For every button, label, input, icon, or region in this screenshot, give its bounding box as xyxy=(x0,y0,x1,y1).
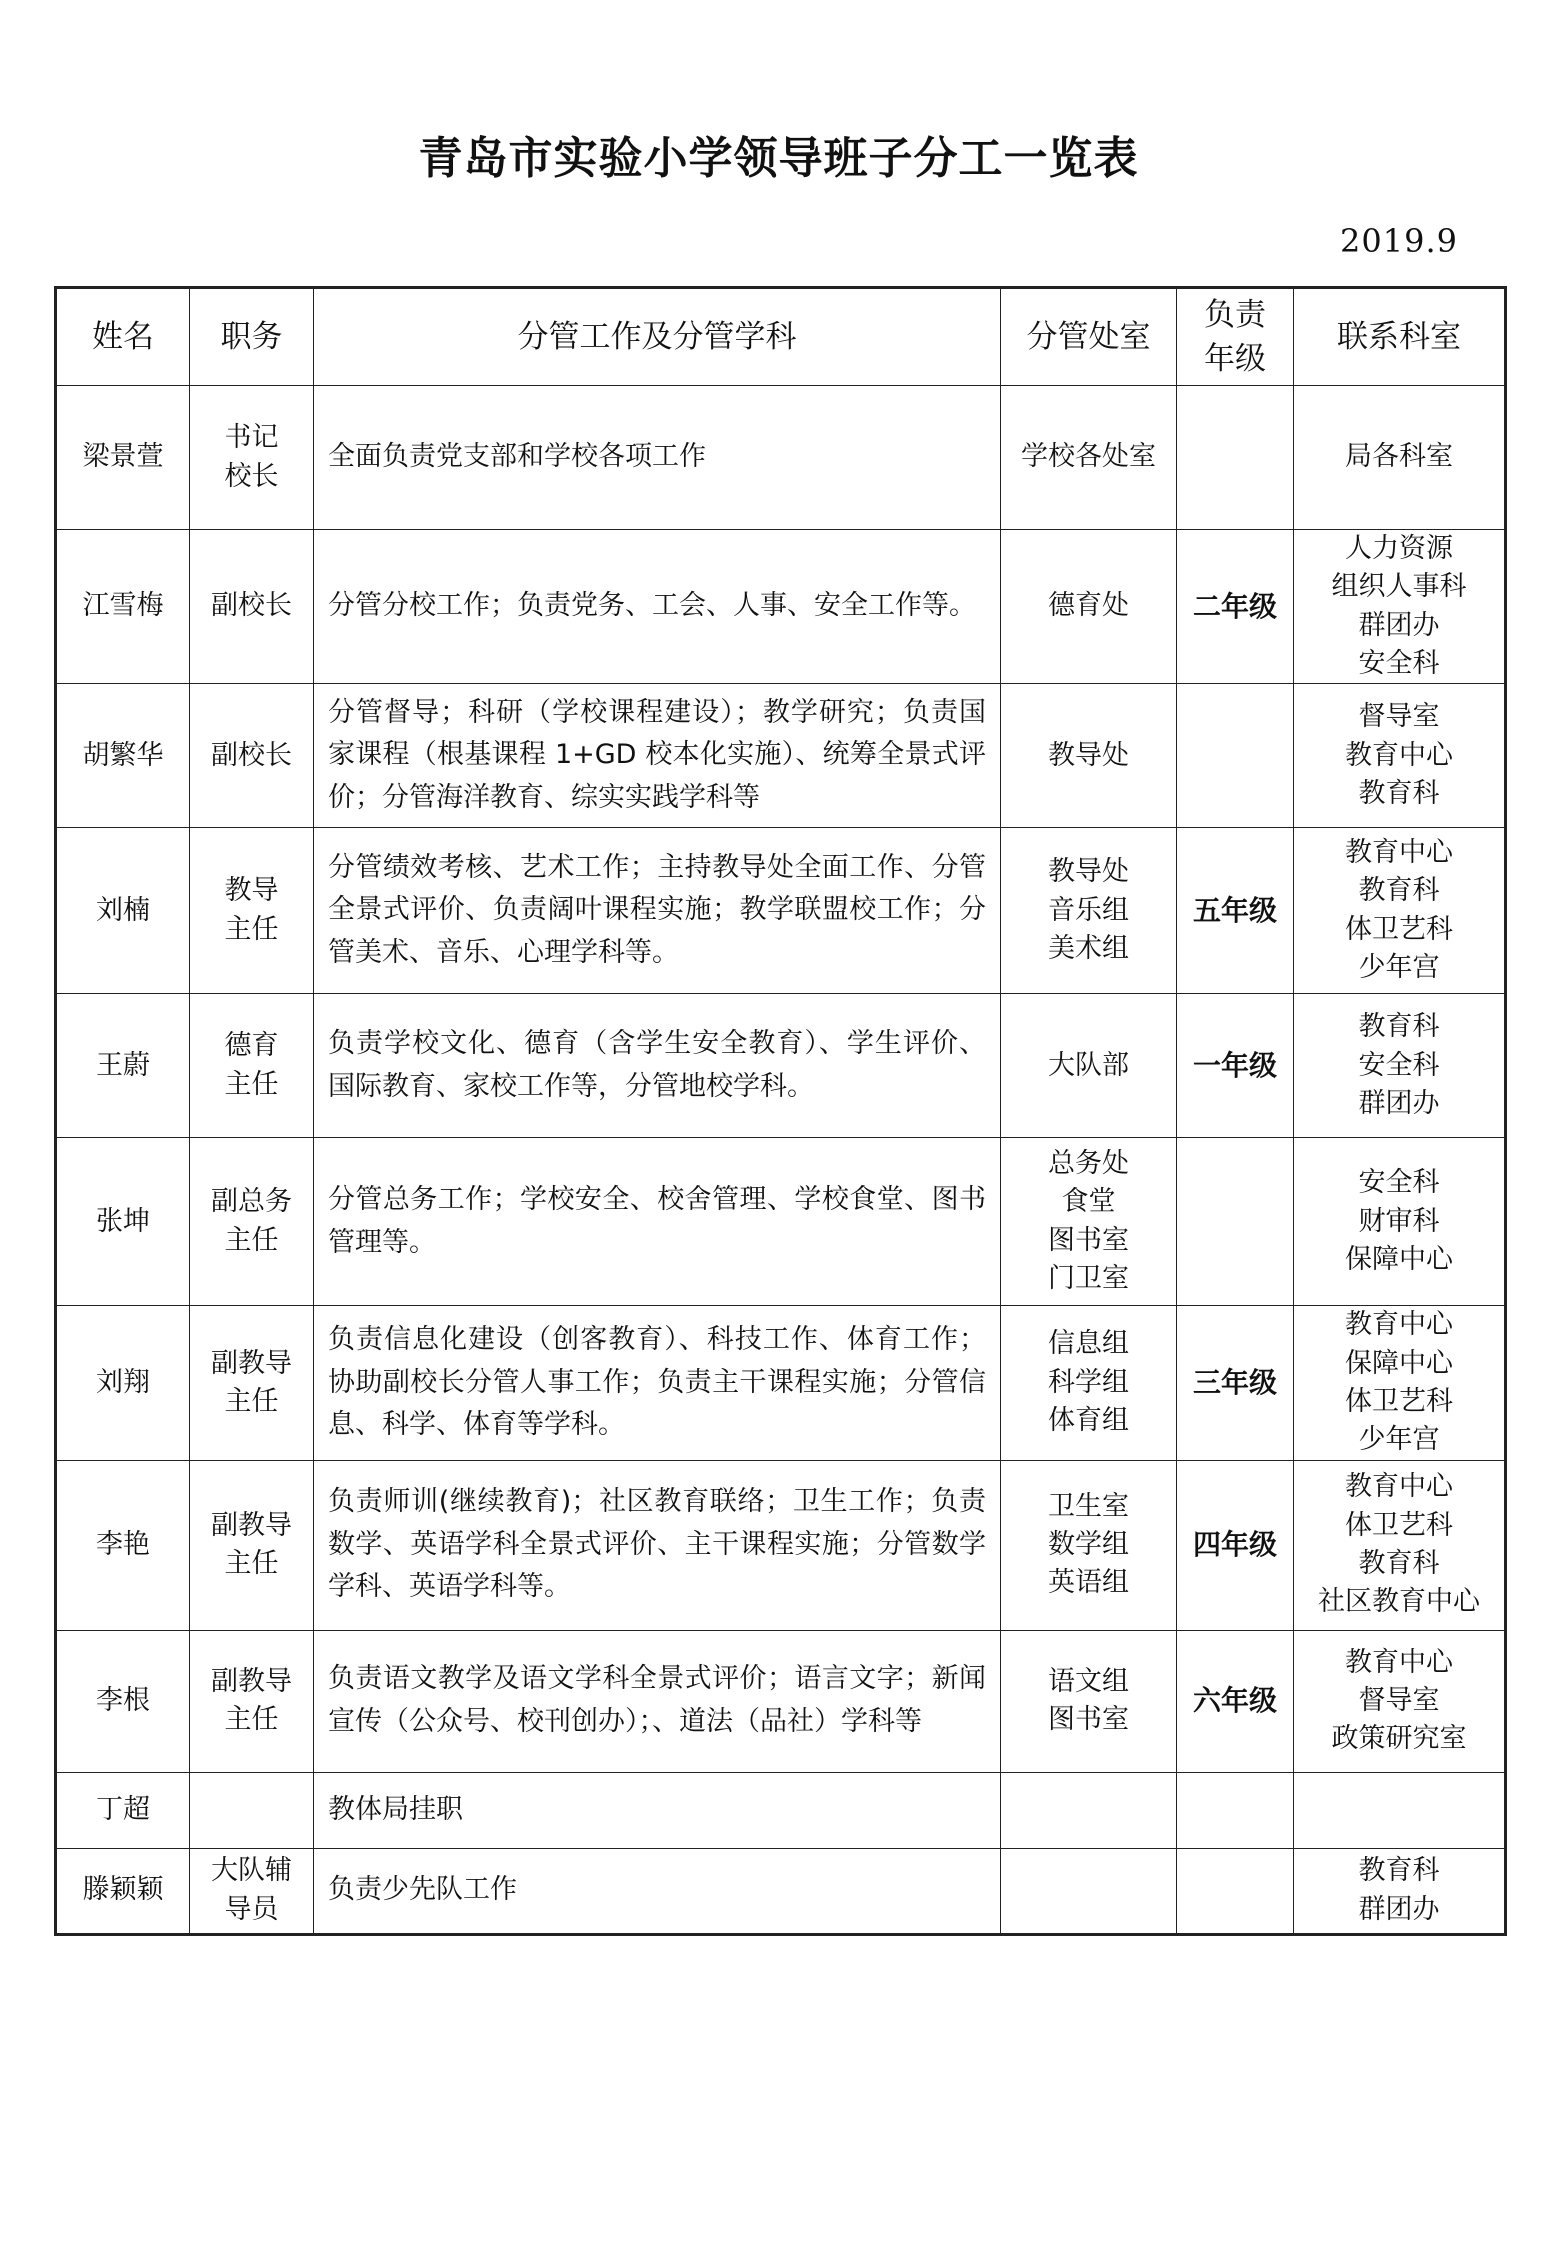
table-row xyxy=(56,530,1506,684)
position-line: 德育 xyxy=(224,1030,279,1062)
office-cell xyxy=(1001,386,1177,530)
position-line: 副校长 xyxy=(211,739,292,771)
office-line: 门卫室 xyxy=(1048,1263,1129,1295)
work-cell: 分管总务工作；学校安全、校舍管理、学校食堂、图书管理等。 xyxy=(314,1138,1001,1306)
table-row xyxy=(56,1138,1506,1306)
contact-line: 督导室 xyxy=(1358,1684,1440,1716)
work-cell: 教体局挂职 xyxy=(314,1772,1001,1848)
office-cell xyxy=(1001,1772,1177,1848)
table-row xyxy=(56,1772,1506,1848)
contact-line: 教育科 xyxy=(1358,875,1440,907)
position-line: 主任 xyxy=(224,913,279,945)
position-cell xyxy=(190,684,314,828)
position-cell xyxy=(190,1460,314,1630)
header-position: 职务 xyxy=(190,288,314,386)
position-line: 副总务 xyxy=(211,1186,292,1218)
header-work: 分管工作及分管学科 xyxy=(314,288,1001,386)
leadership-table xyxy=(54,286,1507,1936)
contact-line: 教育中心 xyxy=(1345,739,1453,771)
contact-line: 群团办 xyxy=(1358,1893,1440,1925)
office-line: 总务处 xyxy=(1048,1148,1129,1180)
office-line: 数学组 xyxy=(1048,1528,1129,1560)
office-line: 学校各处室 xyxy=(1021,441,1156,473)
header-grade-line: 年级 xyxy=(1204,341,1266,377)
header-name: 姓名 xyxy=(56,288,190,386)
contact-cell xyxy=(1294,1772,1506,1848)
work-cell: 负责学校文化、德育（含学生安全教育）、学生评价、国际教育、家校工作等，分管地校学科。 xyxy=(314,994,1001,1138)
position-cell xyxy=(190,828,314,994)
contact-line: 群团办 xyxy=(1358,1087,1440,1119)
grade-cell: 六年级 xyxy=(1177,1630,1294,1772)
contact-line: 教育中心 xyxy=(1345,1471,1453,1503)
position-line: 副教导 xyxy=(211,1509,292,1541)
name-cell: 胡繁华 xyxy=(56,684,190,828)
table-row xyxy=(56,684,1506,828)
position-line: 副教导 xyxy=(211,1347,292,1379)
office-line: 大队部 xyxy=(1048,1049,1129,1081)
contact-cell xyxy=(1294,1630,1506,1772)
contact-line: 教育科 xyxy=(1358,1855,1440,1887)
name-cell: 丁超 xyxy=(56,1772,190,1848)
header-contact: 联系科室 xyxy=(1294,288,1506,386)
grade-cell: 三年级 xyxy=(1177,1306,1294,1460)
contact-line: 财审科 xyxy=(1358,1205,1440,1237)
table-row xyxy=(56,1460,1506,1630)
office-cell xyxy=(1001,828,1177,994)
name-cell: 刘翔 xyxy=(56,1306,190,1460)
office-line: 科学组 xyxy=(1048,1366,1129,1398)
contact-line: 教育中心 xyxy=(1345,1309,1453,1341)
contact-line: 社区教育中心 xyxy=(1318,1586,1480,1618)
name-cell: 张坤 xyxy=(56,1138,190,1306)
office-line: 教导处 xyxy=(1048,856,1129,888)
contact-line: 体卫艺科 xyxy=(1345,1509,1453,1541)
table-header-row xyxy=(56,288,1506,386)
name-cell: 李根 xyxy=(56,1630,190,1772)
grade-cell xyxy=(1177,386,1294,530)
position-line: 主任 xyxy=(224,1068,279,1100)
position-line: 副校长 xyxy=(211,590,292,622)
grade-cell xyxy=(1177,1772,1294,1848)
name-cell: 王蔚 xyxy=(56,994,190,1138)
contact-line: 少年宫 xyxy=(1358,952,1440,984)
work-cell: 分管绩效考核、艺术工作；主持教导处全面工作、分管全景式评价、负责阔叶课程实施；教学联盟校工作；分管美术、音乐、心理学科等。 xyxy=(314,828,1001,994)
contact-cell xyxy=(1294,1138,1506,1306)
office-cell xyxy=(1001,684,1177,828)
office-line: 图书室 xyxy=(1048,1704,1129,1736)
office-cell xyxy=(1001,530,1177,684)
position-cell xyxy=(190,386,314,530)
office-cell xyxy=(1001,1460,1177,1630)
contact-line: 组织人事科 xyxy=(1331,571,1467,603)
contact-line: 体卫艺科 xyxy=(1345,1385,1453,1417)
contact-line: 群团办 xyxy=(1358,609,1440,641)
header-grade xyxy=(1177,288,1294,386)
office-cell xyxy=(1001,1138,1177,1306)
position-cell xyxy=(190,1630,314,1772)
office-line: 音乐组 xyxy=(1048,894,1129,926)
work-cell: 分管督导；科研（学校课程建设）；教学研究；负责国家课程（根基课程 1+GD 校本化实施）、统筹全景式评价；分管海洋教育、综实实践学科等 xyxy=(314,684,1001,828)
contact-cell xyxy=(1294,684,1506,828)
work-cell: 负责少先队工作 xyxy=(314,1848,1001,1934)
position-line: 导员 xyxy=(224,1893,279,1925)
position-cell xyxy=(190,994,314,1138)
office-cell xyxy=(1001,1630,1177,1772)
document-date: 2019.9 xyxy=(1340,222,1458,260)
contact-cell xyxy=(1294,530,1506,684)
contact-line: 保障中心 xyxy=(1345,1347,1453,1379)
position-cell xyxy=(190,1138,314,1306)
grade-cell: 二年级 xyxy=(1177,530,1294,684)
contact-line: 保障中心 xyxy=(1345,1243,1453,1275)
grade-cell: 五年级 xyxy=(1177,828,1294,994)
position-line: 主任 xyxy=(224,1224,279,1256)
work-cell: 分管分校工作；负责党务、工会、人事、安全工作等。 xyxy=(314,530,1001,684)
position-cell xyxy=(190,1306,314,1460)
contact-line: 政策研究室 xyxy=(1331,1723,1467,1755)
position-cell xyxy=(190,530,314,684)
grade-cell xyxy=(1177,1848,1294,1934)
contact-line: 少年宫 xyxy=(1358,1424,1440,1456)
header-office: 分管处室 xyxy=(1001,288,1177,386)
work-cell: 负责语文教学及语文学科全景式评价；语言文字；新闻宣传（公众号、校刊创办）；、道法（品社）学科等 xyxy=(314,1630,1001,1772)
position-line: 副教导 xyxy=(211,1665,292,1697)
name-cell: 李艳 xyxy=(56,1460,190,1630)
contact-line: 体卫艺科 xyxy=(1345,913,1453,945)
contact-cell xyxy=(1294,994,1506,1138)
contact-line: 局各科室 xyxy=(1345,441,1453,473)
position-line: 校长 xyxy=(224,460,279,492)
contact-line: 督导室 xyxy=(1358,701,1440,733)
grade-cell: 四年级 xyxy=(1177,1460,1294,1630)
position-line: 教导 xyxy=(224,875,279,907)
office-line: 语文组 xyxy=(1048,1665,1129,1697)
work-cell: 全面负责党支部和学校各项工作 xyxy=(314,386,1001,530)
position-cell xyxy=(190,1848,314,1934)
document-title: 青岛市实验小学领导班子分工一览表 xyxy=(418,133,1139,184)
table-row xyxy=(56,994,1506,1138)
office-line: 卫生室 xyxy=(1048,1490,1129,1522)
office-cell xyxy=(1001,1848,1177,1934)
office-line: 教导处 xyxy=(1048,739,1129,771)
grade-cell xyxy=(1177,684,1294,828)
office-cell xyxy=(1001,994,1177,1138)
position-line: 主任 xyxy=(224,1548,279,1580)
office-cell xyxy=(1001,1306,1177,1460)
contact-cell xyxy=(1294,828,1506,994)
position-line: 主任 xyxy=(224,1704,279,1736)
table-row xyxy=(56,1630,1506,1772)
table-row xyxy=(56,1848,1506,1934)
contact-line: 人力资源 xyxy=(1345,533,1453,564)
header-grade-line: 负责 xyxy=(1204,296,1266,333)
contact-line: 教育中心 xyxy=(1345,837,1453,869)
contact-cell xyxy=(1294,386,1506,530)
contact-line: 安全科 xyxy=(1358,1167,1440,1199)
contact-line: 教育中心 xyxy=(1345,1646,1453,1678)
contact-cell xyxy=(1294,1848,1506,1934)
name-cell: 滕颖颖 xyxy=(56,1848,190,1934)
office-line: 德育处 xyxy=(1048,590,1129,622)
grade-cell xyxy=(1177,1138,1294,1306)
position-line: 书记 xyxy=(224,422,279,454)
table-row xyxy=(56,386,1506,530)
office-line: 图书室 xyxy=(1048,1224,1129,1256)
work-cell: 负责师训(继续教育)；社区教育联络；卫生工作；负责数学、英语学科全景式评价、主干课程实施；分管数学学科、英语学科等。 xyxy=(314,1460,1001,1630)
name-cell: 刘楠 xyxy=(56,828,190,994)
office-line: 英语组 xyxy=(1048,1567,1129,1599)
table-row xyxy=(56,1306,1506,1460)
contact-line: 教育科 xyxy=(1358,1548,1440,1580)
contact-line: 安全科 xyxy=(1358,647,1440,679)
contact-line: 教育科 xyxy=(1358,777,1440,809)
position-line: 主任 xyxy=(224,1385,279,1417)
table-row xyxy=(56,828,1506,994)
position-line: 大队辅 xyxy=(211,1855,292,1887)
contact-line: 教育科 xyxy=(1358,1011,1440,1043)
contact-cell xyxy=(1294,1460,1506,1630)
name-cell: 江雪梅 xyxy=(56,530,190,684)
grade-cell: 一年级 xyxy=(1177,994,1294,1138)
work-cell: 负责信息化建设（创客教育）、科技工作、体育工作；协助副校长分管人事工作；负责主干课程实施；分管信息、科学、体育等学科。 xyxy=(314,1306,1001,1460)
contact-cell xyxy=(1294,1306,1506,1460)
office-line: 体育组 xyxy=(1048,1405,1129,1437)
office-line: 食堂 xyxy=(1061,1186,1116,1218)
contact-line: 安全科 xyxy=(1358,1049,1440,1081)
office-line: 信息组 xyxy=(1048,1328,1129,1360)
position-cell xyxy=(190,1772,314,1848)
name-cell: 梁景萱 xyxy=(56,386,190,530)
office-line: 美术组 xyxy=(1048,932,1129,964)
